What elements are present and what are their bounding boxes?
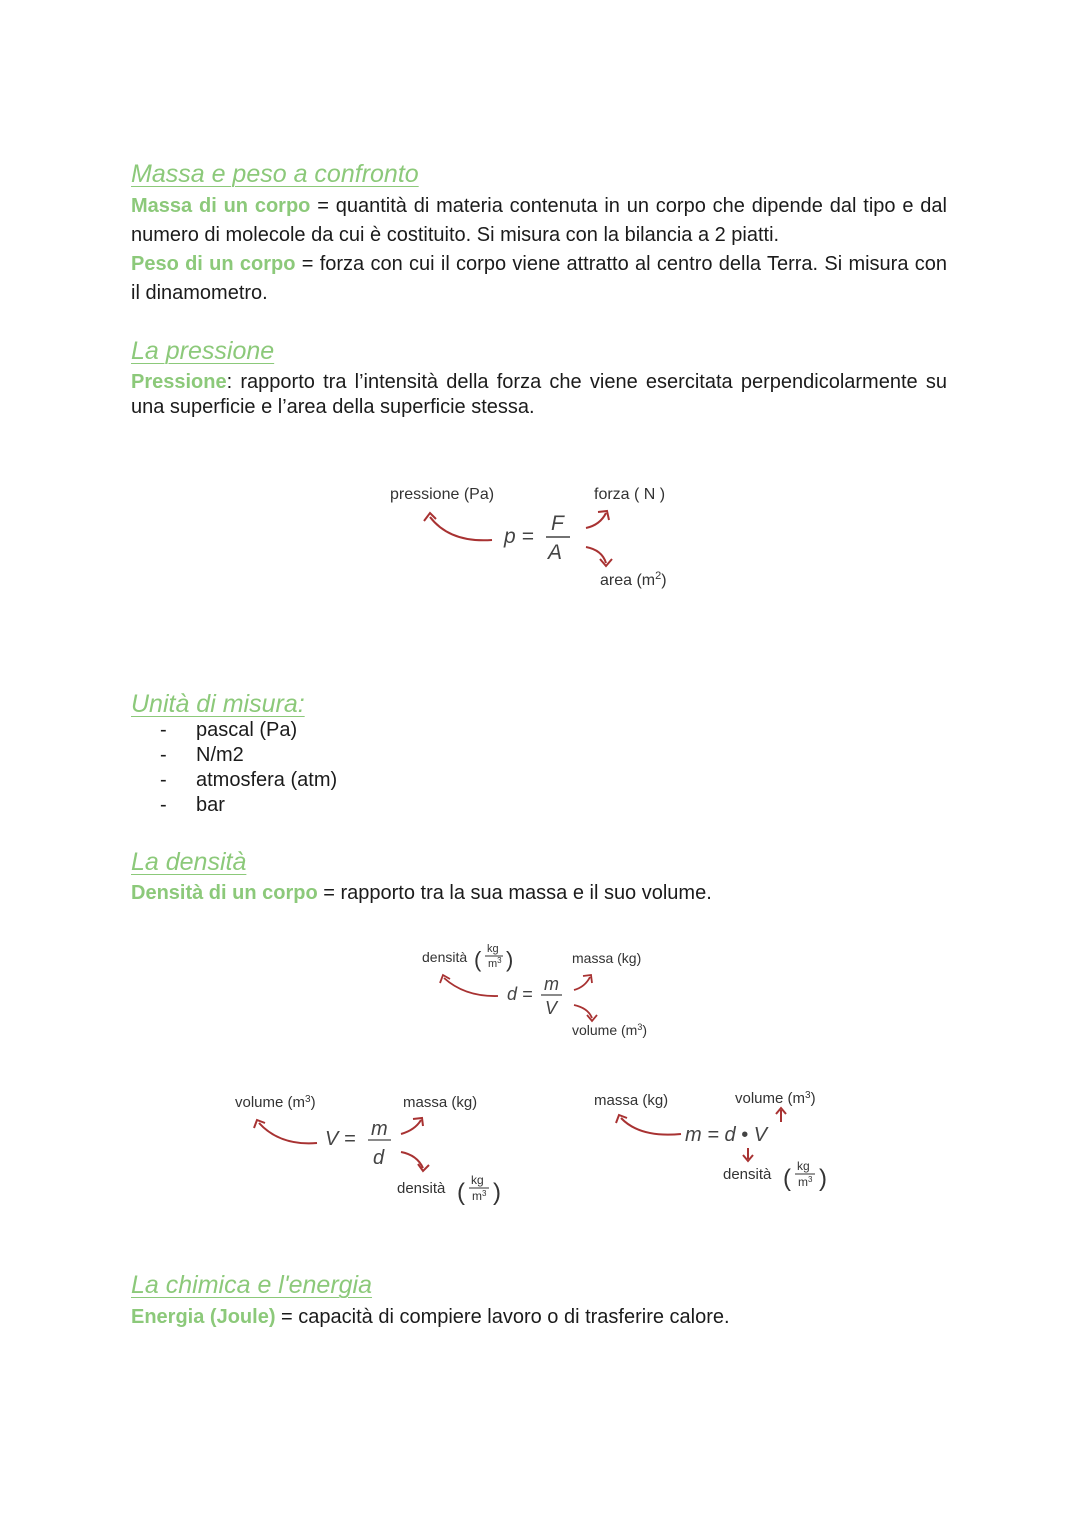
arrow-to-massa — [401, 1120, 421, 1134]
term-energia: Energia (Joule) — [131, 1306, 276, 1328]
text-peso: = forza con cui il corpo viene attratto al centro della Terra. Si misura con il dinamometro. — [131, 253, 947, 304]
term-massa: Massa di un corpo — [131, 195, 311, 217]
svg-text:): ) — [493, 1179, 501, 1206]
term-peso: Peso di un corpo — [131, 253, 296, 275]
svg-text:): ) — [819, 1165, 827, 1192]
paragraph-pressione — [131, 370, 947, 420]
svg-text:(: ( — [783, 1165, 791, 1192]
text-energia: = capacità di compiere lavoro o di trasferire calore. — [275, 1306, 730, 1328]
arrow-to-area — [586, 547, 606, 563]
unit-kg-m3 — [474, 943, 513, 972]
formula-numerator: F — [551, 512, 564, 535]
formula-numerator: m — [544, 974, 559, 994]
paragraph-energia — [131, 1303, 947, 1332]
formula-lhs: d = — [507, 984, 533, 1004]
list-unita — [160, 718, 337, 818]
formula-lhs: V = — [325, 1128, 356, 1150]
label-pressione: pressione (Pa) — [390, 486, 495, 503]
svg-text:m3: $m^3$ — [472, 1189, 487, 1203]
arrow-to-forza — [586, 513, 606, 528]
paragraph-densita — [131, 879, 947, 908]
svg-text:): ) — [506, 947, 514, 972]
svg-text:kg: kg — [471, 1173, 484, 1187]
unit-kg-m3 — [783, 1159, 827, 1192]
label-densita: densità — [397, 1180, 446, 1197]
label-massa: massa (kg) — [594, 1092, 669, 1109]
formula-densita — [410, 935, 670, 1045]
paragraph-peso — [131, 250, 947, 308]
arrow-to-massa — [621, 1118, 681, 1135]
label-area: area $(m^2)$ — [600, 570, 667, 589]
heading-unita: Unità di misura: — [131, 690, 305, 718]
label-volume: volume $(m^3)$ — [235, 1094, 316, 1111]
formula-pressione — [380, 475, 700, 600]
formula-lhs: p = — [504, 525, 534, 548]
text-massa: = quantità di materia contenuta in un corpo che dipende dal tipo e dal numero di molecole da cui è costituito. Si misura con la bilancia a 2 piatti. — [131, 195, 947, 246]
formula-denominator: V — [545, 998, 558, 1018]
heading-pressione: La pressione — [131, 337, 275, 365]
formula-volume — [225, 1080, 525, 1210]
svg-text:kg: kg — [797, 1159, 810, 1173]
svg-text:(: ( — [457, 1179, 465, 1206]
list-item: - bar — [160, 794, 225, 816]
list-item: - N/m2 — [160, 744, 244, 766]
text-pressione: : rapporto tra l’intensità della forza che viene esercitata perpendicolarmente su una superficie e l’area della superficie stessa. — [131, 371, 947, 418]
label-densita: densità — [422, 949, 468, 965]
svg-text:m3: $m^3$ — [488, 956, 502, 970]
label-volume: volume $(m^3)$ — [735, 1090, 816, 1107]
svg-text:(: ( — [474, 947, 482, 972]
heading-densita: La densità — [131, 848, 247, 876]
svg-text:kg: kg — [487, 943, 499, 955]
arrow-to-densita — [444, 978, 498, 996]
heading-energia: La chimica e l'energia — [131, 1271, 373, 1299]
text-densita: = rapporto tra la sua massa e il suo volume. — [317, 882, 712, 904]
formula-expression: m = d • V — [685, 1124, 768, 1146]
list-item: - pascal (Pa) — [160, 719, 298, 741]
formula-denominator: A — [548, 541, 563, 564]
arrow-to-volume — [574, 1005, 592, 1018]
label-massa: massa (kg) — [403, 1094, 478, 1111]
term-densita: Densità di un corpo — [131, 882, 318, 904]
label-densita: densità — [723, 1166, 772, 1183]
label-volume: volume $(m^3)$ — [572, 1022, 648, 1038]
paragraph-massa — [131, 192, 947, 250]
unit-kg-m3 — [457, 1173, 501, 1206]
arrow-to-volume — [259, 1123, 317, 1143]
formula-numerator: m — [371, 1118, 388, 1140]
label-massa: massa (kg) — [572, 950, 642, 966]
formula-massa — [585, 1078, 845, 1198]
heading-massa-peso: Massa e peso a confronto — [131, 160, 419, 188]
arrow-to-pressione — [430, 517, 492, 540]
label-forza: forza ( N ) — [594, 486, 666, 503]
formula-denominator: d — [373, 1147, 385, 1169]
arrow-to-massa — [574, 977, 590, 990]
svg-text:m3: $m^3$ — [798, 1175, 813, 1189]
list-item: - atmosfera (atm) — [160, 769, 338, 791]
term-pressione: Pressione — [131, 371, 227, 393]
